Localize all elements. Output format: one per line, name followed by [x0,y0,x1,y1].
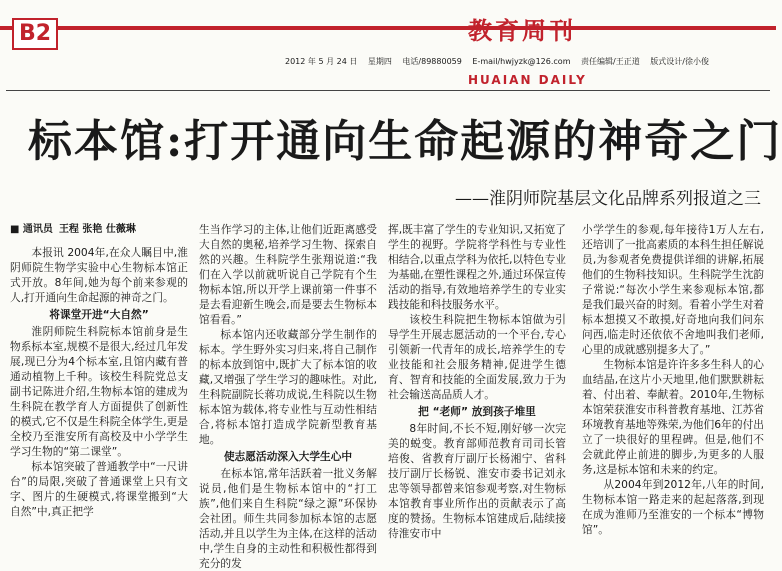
subheading: 把 “老师” 放到孩子堆里 [418,405,536,418]
contact-phone: 电话/89880059 [402,57,462,66]
section-title: 教育周刊 [468,17,576,45]
paragraph: 淮阴师院生科院标本馆前身是生物系标本室,规模不是很大,经过几年发展,现已分为4个标本室,且馆内藏有普通动植物上千种。该校生科院党总支副书记陈进介绍,生物标本馆的建成为生科院在教学育人方面提供了创新性的模式,它不仅是生科院全体学生,更是全校乃至淮安所有高校及中小学学生学习生物的“第二课堂”。 [10,325,188,458]
contact-email: E-mail/hwjyzk@126.com [472,57,571,66]
paragraph: 生当作学习的主体,让他们近距离感受大自然的奥秘,培养学习生物、探索自然的兴趣。生科院学生张翔说道:“我们在入学以前就听说自己学院有个生物标本馆,所以开学上课前第一件事不是去看迎新生晚会,而是要去生物标本馆看看。” [199,223,377,326]
subheading: 使志愿活动深入大学生心中 [223,450,353,463]
article-column-1 [10,222,188,538]
article-subtitle: ——淮阴师院基层文化品牌系列报道之三 [455,189,761,209]
article-column-2 [199,222,377,570]
issue-weekday: 星期四 [367,57,392,66]
byline [10,222,188,237]
article-headline: 标本馆:打开通向生命起源的神奇之门 [28,116,782,167]
masthead-divider [6,90,770,91]
paragraph: 从2004年到2012年,八年的时间,生物标本馆一路走来的起起落落,到现在成为淮师乃至淮安的一个标本“博物馆”。 [582,478,764,536]
masthead-info-line [285,56,717,67]
byline-names: 王程 张艳 仕薇琳 [58,224,136,235]
byline-label: ■ 通讯员 [10,224,53,235]
paragraph: 标本馆内还收藏部分学生制作的标本。学生野外实习归来,将自己制作的标本放到馆中,既扩大了标本馆的收藏,又增强了学生学习的趣味性。对此,生科院副院长蒋功成说,生科院以生物标本馆为载体,将专业性与互动性相结合,将标本馆打造成学院新型教育基地。 [199,328,377,446]
paragraph: 挥,既丰富了学生的专业知识,又拓宽了学生的视野。学院将学科性与专业性相结合,以重点学科为依托,以特色专业为基础,在塑性课程之外,通过环保宣传活动的指导,有效地培养学生的专业实践技能和科技服务水平。 [388,223,566,311]
paragraph: 标本馆突破了普通教学中“一尺讲台”的局限,突破了普通课堂上只有文字、图片的生硬模式,将课堂搬到“大自然”中,真正把学 [10,460,188,518]
paper-name-english: HUAIAN DAILY [468,73,587,87]
paragraph: 本报讯 2004年,在众人瞩目中,淮阴师院生物学实验中心生物标本馆正式开放。8年间,她为每个前来参观的人,打开通向生命起源的神奇之门。 [10,246,188,304]
paragraph: 8年时间,不长不短,刚好够一次完美的蜕变。教育部师范教育司司长管培俊、省教育厅副厅长杨湘宁、省科技厅副厅长杨锐、淮安市委书记刘永忠等领导都曾来馆参观考察,对生物标本馆教育事业所作出的贡献表示了高度的赞扬。生物标本馆建成后,陆续接待淮安市中 [388,422,566,540]
paragraph: 小学学生的参观,每年接待1万人左右,还培训了一批高素质的本科生担任解说员,为参观者免费提供详细的讲解,拓展他们的生物科技知识。生科院学生沈韵子常说:“每次小学生来参观标本馆,都是我们最兴奋的时刻。看着小学生对着标本想摸又不敢摸,好奇地向我们问东问西,临走时还依依不舍地叫我们老师,心里的成就感别提多大了。” [582,223,764,356]
article-column-4 [582,222,764,538]
article-column-3 [388,222,566,538]
paragraph: 生物标本馆是许许多多生科人的心血结晶,在这片小天地里,他们默默耕耘着、付出着、奉献着。2010年,生物标本馆荣获淮安市科普教育基地、江苏省环境教育基地等殊荣,为他们6年的付出立了一块很好的里程碑。但是,他们不会就此停止前进的脚步,为更多的人服务,这是标本馆和未来的约定。 [582,358,764,476]
subheading: 将课堂开进“大自然” [49,308,149,321]
issue-date: 2012 年 5 月 24 日 [285,57,358,66]
masthead-red-rule [0,26,776,30]
page-number-badge: B2 [12,18,58,50]
paragraph: 在标本馆,常年活跃着一批义务解说员,他们是生物标本馆中的“打工族”,他们来自生科院“绿之源”环保协会社团。师生共同参加标本馆的志愿活动,并且以学生为主体,在这样的活动中,学生自身的主动性和积极性都得到充分的发 [199,467,377,570]
layout-designer: 版式设计/徐小俊 [650,57,709,66]
paragraph: 该校生科院把生物标本馆做为引导学生开展志愿活动的一个平台,专心引领新一代青年的成长,培养学生的专业技能和社会服务精神,促进学生德育、智育和技能的全面发展,致力于为社会输送高品质人才。 [388,313,566,401]
responsible-editor: 责任编辑/王正道 [581,57,640,66]
